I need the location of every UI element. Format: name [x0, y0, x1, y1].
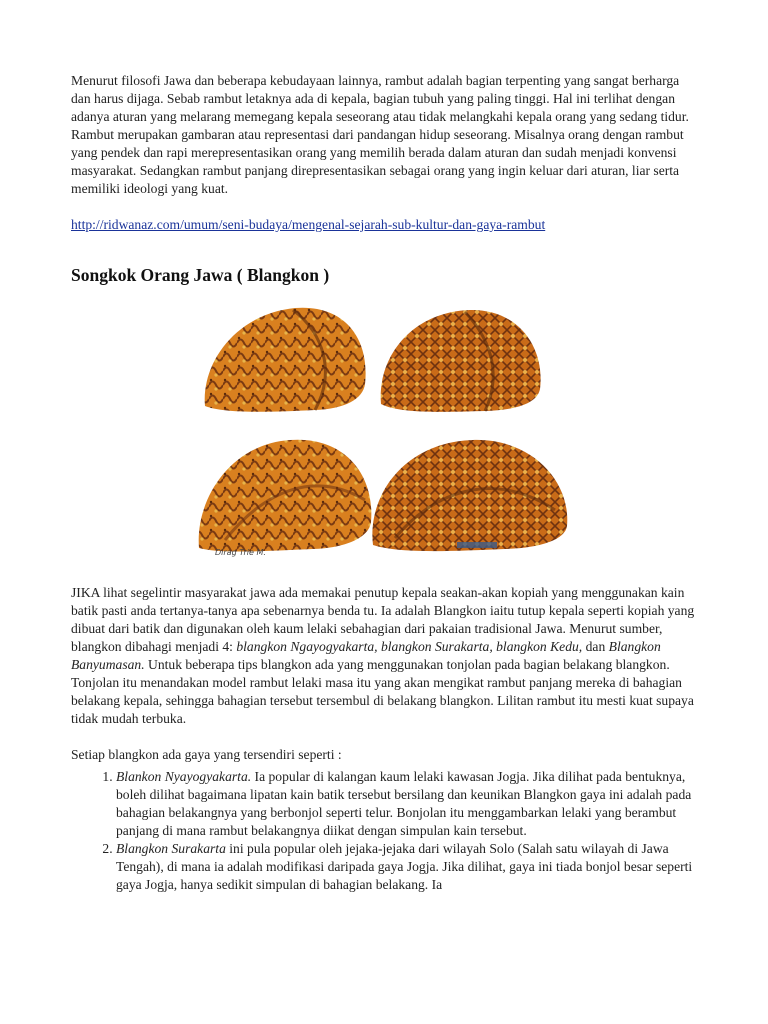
main-paragraph-part2: Untuk beberapa tips blangkon ada yang menggunakan tonjolan pada bagian belakang blangkon. Tonjolan itu menandakan model rambut lelaki masa itu yang akan mengikat rambut panjang mereka di bahagian belakang kepala, sehingga bahagian tersebut tersembul di belakang blangkon. Lilitan rambut itu mesti kuat supaya tidak mudah terbuka.	[71, 657, 694, 726]
source-link[interactable]: http://ridwanaz.com/umum/seni-budaya/mengenal-sejarah-sub-kultur-dan-gaya-rambut	[71, 217, 546, 232]
list-item	[116, 840, 699, 894]
section-heading: Songkok Orang Jawa ( Blangkon )	[71, 265, 330, 285]
photo-credit: Dirag Trie M.	[215, 548, 266, 557]
main-paragraph	[71, 584, 699, 728]
blangkon-types-1: blangkon Ngayogyakarta, blangkon Surakarta, blangkon Kedu,	[236, 639, 583, 654]
style-name: Blankon Nyayogyakarta.	[116, 769, 252, 784]
main-paragraph-connector: dan	[582, 639, 609, 654]
blangkon-photo-top	[195, 294, 550, 424]
style-name: Blangkon Surakarta	[116, 841, 226, 856]
blangkon-photo	[71, 294, 699, 570]
styles-list	[71, 768, 699, 894]
list-item	[116, 768, 699, 840]
blangkon-photo-bottom	[195, 430, 575, 568]
intro-paragraph: Menurut filosofi Jawa dan beberapa kebudayaan lainnya, rambut adalah bagian terpenting yang sangat berharga dan harus dijaga. Sebab rambut letaknya ada di kepala, bagian tubuh yang paling tinggi. Hal ini terlihat dengan adanya aturan yang melarang memegang kepala seseorang atau tidak melangkahi kepala orang yang sedang tidur. Rambut merupakan gambaran atau representasi dari pandangan hidup seseorang. Misalnya orang dengan rambut yang pendek dan rapi merepresentasikan orang yang memilih berada dalam aturan dan sudah menjadi konvensi masyarakat. Sedangkan rambut panjang direpresentasikan sebagai orang yang ingin keluar dari aturan, liar serta memiliki ideologi yang kuat.	[71, 73, 689, 196]
blangkon-types-2: Blangkon Banyumasan.	[71, 639, 661, 672]
style-description: ini pula popular oleh jejaka-jejaka dari wilayah Solo (Salah satu wilayah di Jawa Tengah), di mana ia adalah modifikasi daripada gaya Jogja. Jika dilihat, gaya ini tiada bonjol besar seperti gaya Jogja, hanya sedikit simpulan di bahagian belakang. Ia	[116, 841, 693, 892]
styles-intro: Setiap blangkon ada gaya yang tersendiri seperti :	[71, 747, 342, 762]
main-paragraph-part1: JIKA lihat segelintir masyarakat jawa ada memakai penutup kepala seakan-akan kopiah yang menggunakan kain batik pasti anda tertanya-tanya apa sebenarnya benda tu. Ia adalah Blangkon iaitu tutup kepala seperti kopiah yang dibuat dari batik dan digunakan oleh kaum lelaki sebahagian dari pakaian tradisional Jawa. Menurut sumber, blangkon dibahagi menjadi 4:	[71, 585, 695, 654]
document-page	[71, 72, 699, 894]
style-description: Ia popular di kalangan kaum lelaki kawasan Jogja. Jika dilihat pada bentuknya, boleh dilihat bagaimana lipatan kain batik tersebut bersilang dan keunikan Blangkon gaya ini adalah pada bahagian belakangnya yang berbonjol seperti telur. Bonjolan itu menggambarkan lelaki yang berambut panjang di mana rambut belakangnya diikat dengan simpulan kain tersebut.	[116, 769, 692, 838]
